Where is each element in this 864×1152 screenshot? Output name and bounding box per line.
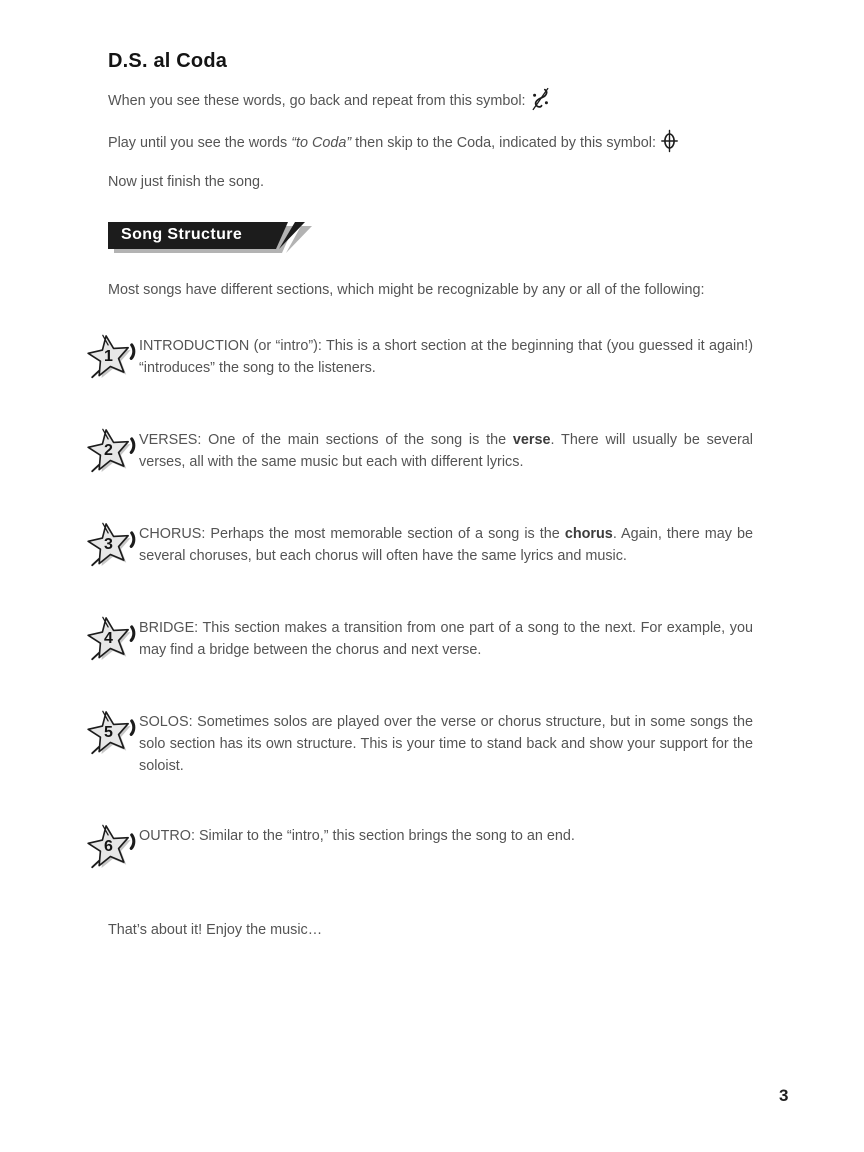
list-item: [104, 429, 753, 475]
star-number-icon: [85, 519, 137, 569]
star-number-icon: [85, 613, 137, 663]
song-structure-banner: [108, 222, 328, 254]
item-number: 1: [104, 348, 113, 365]
item-text-post: . There will usually be several verses, all with the same music but each with different lyrics.: [139, 432, 753, 470]
item-text-pre: CHORUS: Perhaps the most memorable section of a song is the: [139, 526, 565, 542]
item-text: [139, 617, 753, 661]
coda-icon: [661, 129, 678, 153]
coda-instruction-post: then skip to the Coda, indicated by this symbol:: [351, 135, 656, 151]
list-item: [104, 335, 753, 381]
star-number-icon: [85, 707, 137, 757]
coda-instruction-pre: Play until you see the words: [108, 135, 292, 151]
list-item: [104, 825, 753, 871]
star-number-icon: [85, 331, 137, 381]
item-text-bold: chorus: [564, 526, 613, 542]
item-text: [139, 523, 753, 567]
list-item: [104, 617, 753, 663]
item-number: 6: [104, 838, 113, 855]
section-intro-paragraph: Most songs have different sections, which might be recognizable by any or all of the following:: [108, 282, 705, 298]
repeat-instruction-text: When you see these words, go back and repeat from this symbol:: [108, 93, 526, 109]
page-content: [104, 50, 753, 941]
item-number: 2: [104, 442, 113, 459]
item-text-pre: OUTRO: Similar to the “intro,” this section brings the song to an end.: [139, 828, 575, 844]
ds-al-coda-heading: D.S. al Coda: [108, 50, 228, 72]
list-item: [104, 523, 753, 569]
item-number: 5: [104, 724, 113, 741]
item-text: [139, 429, 753, 473]
item-text: [139, 825, 753, 847]
item-text-pre: BRIDGE: This section makes a transition from one part of a song to the next. For example, you may find a bridge between the chorus and next verse.: [139, 620, 753, 658]
banner-label: Song Structure: [121, 226, 243, 243]
item-number: 4: [104, 630, 113, 647]
page-number: 3: [779, 1086, 789, 1105]
closing-line: That’s about it! Enjoy the music…: [108, 922, 323, 938]
item-text-pre: INTRODUCTION (or “intro”): This is a short section at the beginning that (you guessed it again!) “introduces” the song to the listeners.: [139, 338, 753, 376]
item-text-pre: VERSES: One of the main sections of the song is the: [139, 432, 513, 448]
star-number-icon: [85, 425, 137, 475]
item-text-pre: SOLOS: Sometimes solos are played over the verse or chorus structure, but in some songs the solo section has its own structure. This is your time to stand back and show your support for the soloist.: [139, 714, 753, 774]
star-number-icon: [85, 821, 137, 871]
segno-icon: [531, 87, 550, 111]
to-coda-phrase: “to Coda”: [291, 135, 352, 151]
finish-instruction: Now just finish the song.: [108, 174, 264, 190]
item-text-bold: verse: [512, 432, 551, 448]
list-item: [104, 711, 753, 777]
coda-instruction: [108, 129, 753, 154]
repeat-instruction: [108, 87, 753, 112]
item-text: [139, 335, 753, 379]
item-text: [139, 711, 753, 777]
item-number: 3: [104, 536, 113, 553]
item-text-post: . Again, there may be several choruses, but each chorus will often have the same lyrics and music.: [139, 526, 753, 564]
